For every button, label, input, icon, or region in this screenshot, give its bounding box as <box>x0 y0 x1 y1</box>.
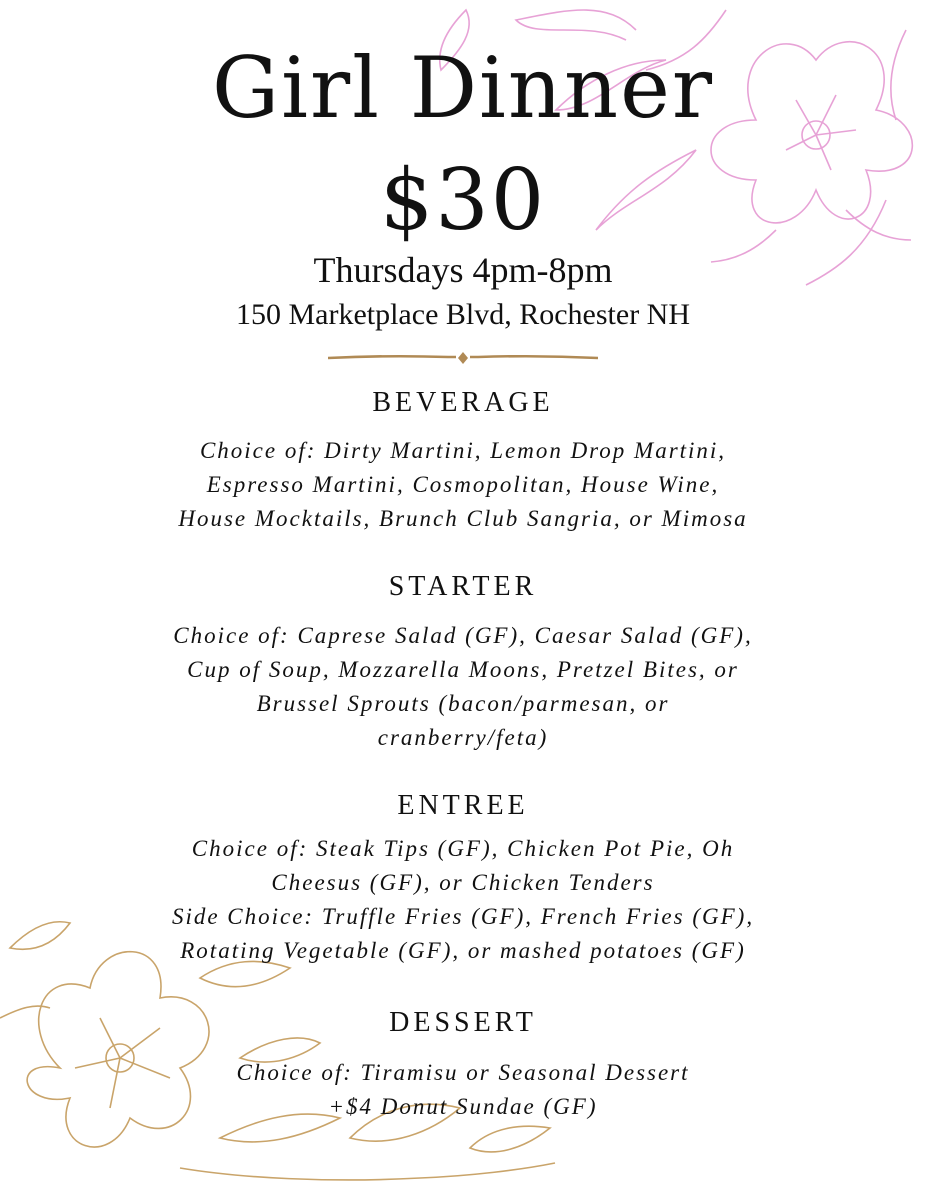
ornamental-divider <box>0 350 926 366</box>
menu-line: +$4 Donut Sundae (GF) <box>328 1094 598 1119</box>
section-body-dessert <box>0 1056 926 1124</box>
section-body-beverage <box>0 434 926 536</box>
section-title-dessert: DESSERT <box>389 1007 537 1038</box>
menu-line: Choice of: Tiramisu or Seasonal Dessert <box>236 1060 690 1085</box>
menu-line: Cheesus (GF), or Chicken Tenders <box>271 870 655 895</box>
menu-line: Choice of: Dirty Martini, Lemon Drop Martini, <box>199 438 727 463</box>
menu-price: $30 <box>379 151 547 249</box>
menu-line: Choice of: Steak Tips (GF), Chicken Pot Pie, Oh <box>191 836 735 861</box>
menu-line: Choice of: Caprese Salad (GF), Caesar Salad (GF), <box>173 623 753 648</box>
schedule-text: Thursdays 4pm-8pm <box>313 250 613 290</box>
divider-ornament-icon <box>328 350 598 366</box>
menu-line: Espresso Martini, Cosmopolitan, House Wine, <box>206 472 720 497</box>
menu-title: Girl Dinner <box>212 39 714 137</box>
menu-line: Cup of Soup, Mozzarella Moons, Pretzel Bites, or <box>187 657 739 682</box>
section-title-entree: ENTREE <box>397 790 529 821</box>
section-title-starter: STARTER <box>388 571 538 602</box>
menu-line: Brussel Sprouts (bacon/parmesan, or <box>256 691 670 716</box>
section-body-entree <box>0 832 926 968</box>
address-text: 150 Marketplace Blvd, Rochester NH <box>235 298 691 331</box>
menu-line: Rotating Vegetable (GF), or mashed potatoes (GF) <box>180 938 746 963</box>
section-body-starter <box>0 619 926 755</box>
menu-line: cranberry/feta) <box>377 725 549 750</box>
menu-line: Side Choice: Truffle Fries (GF), French Fries (GF), <box>171 904 755 929</box>
menu-line: House Mocktails, Brunch Club Sangria, or Mimosa <box>178 506 748 531</box>
section-title-beverage: BEVERAGE <box>372 387 554 418</box>
